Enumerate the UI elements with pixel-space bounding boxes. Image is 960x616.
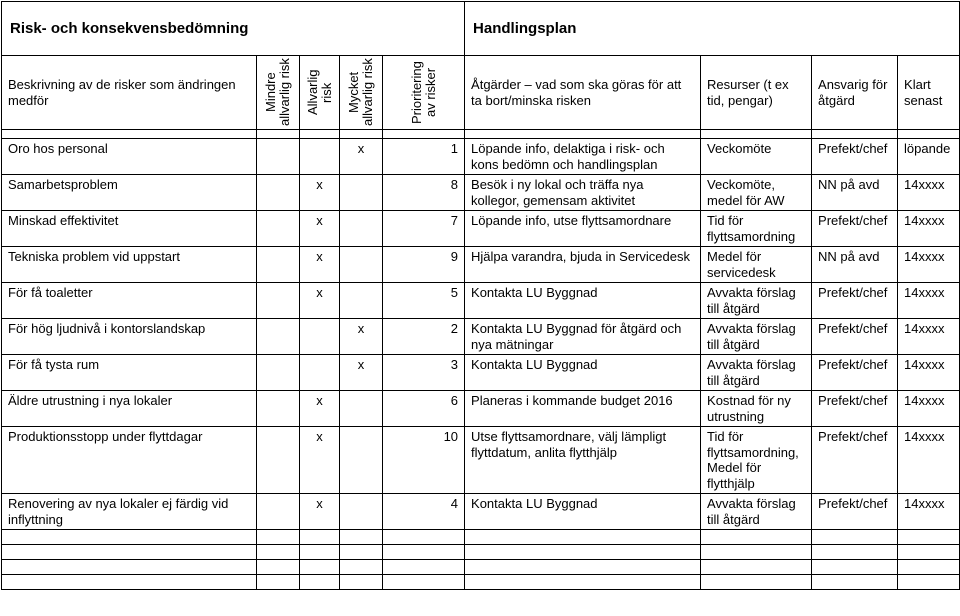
header-minor: Mindre allvarlig risk: [257, 56, 300, 130]
priority-cell: 7: [383, 211, 465, 247]
minor-cell: [257, 319, 300, 355]
serious-cell: x: [300, 283, 340, 319]
priority-cell: 8: [383, 175, 465, 211]
minor-cell: [257, 494, 300, 530]
minor-cell: [257, 283, 300, 319]
table-row: [2, 175, 960, 211]
action-cell: Planeras i kommande budget 2016: [465, 391, 701, 427]
action-cell: Kontakta LU Byggnad: [465, 355, 701, 391]
priority-cell: 5: [383, 283, 465, 319]
serious-cell: x: [300, 175, 340, 211]
serious-cell: x: [300, 494, 340, 530]
priority-cell: 4: [383, 494, 465, 530]
responsible-cell: Prefekt/chef: [812, 319, 898, 355]
priority-cell: 6: [383, 391, 465, 427]
serious-cell: x: [300, 247, 340, 283]
done-cell: 14xxxx: [898, 494, 960, 530]
table-row: [2, 139, 960, 175]
responsible-cell: Prefekt/chef: [812, 391, 898, 427]
action-cell: Besök i ny lokal och träffa nya kollegor, gemensam aktivitet: [465, 175, 701, 211]
serious-cell: x: [300, 391, 340, 427]
serious-cell: [300, 355, 340, 391]
table-row: [2, 211, 960, 247]
done-cell: 14xxxx: [898, 247, 960, 283]
action-cell: Löpande info, utse flyttsamordnare: [465, 211, 701, 247]
responsible-cell: Prefekt/chef: [812, 355, 898, 391]
header-resources: Resurser (t ex tid, pengar): [701, 56, 812, 130]
risk-cell: Oro hos personal: [2, 139, 257, 175]
title-plan: Handlingsplan: [465, 2, 960, 56]
header-description: Beskrivning av de risker som ändringen medför: [2, 56, 257, 130]
resource-cell: Kostnad för ny utrustning: [701, 391, 812, 427]
action-cell: Utse flyttsamordnare, välj lämpligt flyttdatum, anlita flytthjälp: [465, 427, 701, 494]
resource-cell: Tid för flyttsamordning, Medel för flytthjälp: [701, 427, 812, 494]
serious-cell: x: [300, 427, 340, 494]
risk-cell: Produktionsstopp under flyttdagar: [2, 427, 257, 494]
header-serious: Allvarlig risk: [300, 56, 340, 130]
responsible-cell: Prefekt/chef: [812, 283, 898, 319]
table-row: [2, 355, 960, 391]
priority-cell: 3: [383, 355, 465, 391]
responsible-cell: Prefekt/chef: [812, 427, 898, 494]
table-row: [2, 247, 960, 283]
minor-cell: [257, 211, 300, 247]
title-risk: Risk- och konsekvensbedömning: [2, 2, 465, 56]
action-cell: Kontakta LU Byggnad för åtgärd och nya mätningar: [465, 319, 701, 355]
serious-cell: x: [300, 211, 340, 247]
done-cell: 14xxxx: [898, 175, 960, 211]
resource-cell: Veckomöte: [701, 139, 812, 175]
very-serious-cell: [340, 391, 383, 427]
risk-cell: Minskad effektivitet: [2, 211, 257, 247]
header-priority: Prioritering av risker: [383, 56, 465, 130]
priority-cell: 9: [383, 247, 465, 283]
minor-cell: [257, 427, 300, 494]
done-cell: 14xxxx: [898, 283, 960, 319]
done-cell: löpande: [898, 139, 960, 175]
responsible-cell: Prefekt/chef: [812, 494, 898, 530]
risk-cell: Samarbetsproblem: [2, 175, 257, 211]
table-row: [2, 427, 960, 494]
resource-cell: Tid för flyttsamordning: [701, 211, 812, 247]
action-cell: Kontakta LU Byggnad: [465, 494, 701, 530]
very-serious-cell: x: [340, 139, 383, 175]
table-row: [2, 391, 960, 427]
table-row: [2, 283, 960, 319]
serious-cell: [300, 319, 340, 355]
very-serious-cell: [340, 247, 383, 283]
resource-cell: Avvakta förslag till åtgärd: [701, 283, 812, 319]
done-cell: 14xxxx: [898, 427, 960, 494]
resource-cell: Avvakta förslag till åtgärd: [701, 355, 812, 391]
very-serious-cell: [340, 283, 383, 319]
header-actions: Åtgärder – vad som ska göras för att ta bort/minska risken: [465, 56, 701, 130]
done-cell: 14xxxx: [898, 355, 960, 391]
done-cell: 14xxxx: [898, 319, 960, 355]
responsible-cell: Prefekt/chef: [812, 211, 898, 247]
priority-cell: 10: [383, 427, 465, 494]
serious-cell: [300, 139, 340, 175]
priority-cell: 1: [383, 139, 465, 175]
table-row: [2, 494, 960, 530]
header-responsible: Ansvarig för åtgärd: [812, 56, 898, 130]
risk-cell: För få toaletter: [2, 283, 257, 319]
action-cell: Löpande info, delaktiga i risk- och kons bedömn och handlingsplan: [465, 139, 701, 175]
risk-cell: För hög ljudnivå i kontorslandskap: [2, 319, 257, 355]
action-cell: Kontakta LU Byggnad: [465, 283, 701, 319]
header-done: Klart senast: [898, 56, 960, 130]
very-serious-cell: [340, 211, 383, 247]
action-cell: Hjälpa varandra, bjuda in Servicedesk: [465, 247, 701, 283]
responsible-cell: Prefekt/chef: [812, 139, 898, 175]
responsible-cell: NN på avd: [812, 175, 898, 211]
risk-cell: För få tysta rum: [2, 355, 257, 391]
resource-cell: Avvakta förslag till åtgärd: [701, 319, 812, 355]
resource-cell: Avvakta förslag till åtgärd: [701, 494, 812, 530]
minor-cell: [257, 355, 300, 391]
responsible-cell: NN på avd: [812, 247, 898, 283]
resource-cell: Veckomöte, medel för AW: [701, 175, 812, 211]
priority-cell: 2: [383, 319, 465, 355]
minor-cell: [257, 391, 300, 427]
very-serious-cell: [340, 494, 383, 530]
table-row: [2, 319, 960, 355]
very-serious-cell: x: [340, 319, 383, 355]
done-cell: 14xxxx: [898, 391, 960, 427]
header-very-serious: Mycket allvarlig risk: [340, 56, 383, 130]
minor-cell: [257, 247, 300, 283]
resource-cell: Medel för servicedesk: [701, 247, 812, 283]
minor-cell: [257, 139, 300, 175]
very-serious-cell: x: [340, 355, 383, 391]
risk-cell: Tekniska problem vid uppstart: [2, 247, 257, 283]
risk-table: [1, 1, 960, 590]
risk-cell: Renovering av nya lokaler ej färdig vid inflyttning: [2, 494, 257, 530]
done-cell: 14xxxx: [898, 211, 960, 247]
very-serious-cell: [340, 175, 383, 211]
minor-cell: [257, 175, 300, 211]
very-serious-cell: [340, 427, 383, 494]
risk-cell: Äldre utrustning i nya lokaler: [2, 391, 257, 427]
